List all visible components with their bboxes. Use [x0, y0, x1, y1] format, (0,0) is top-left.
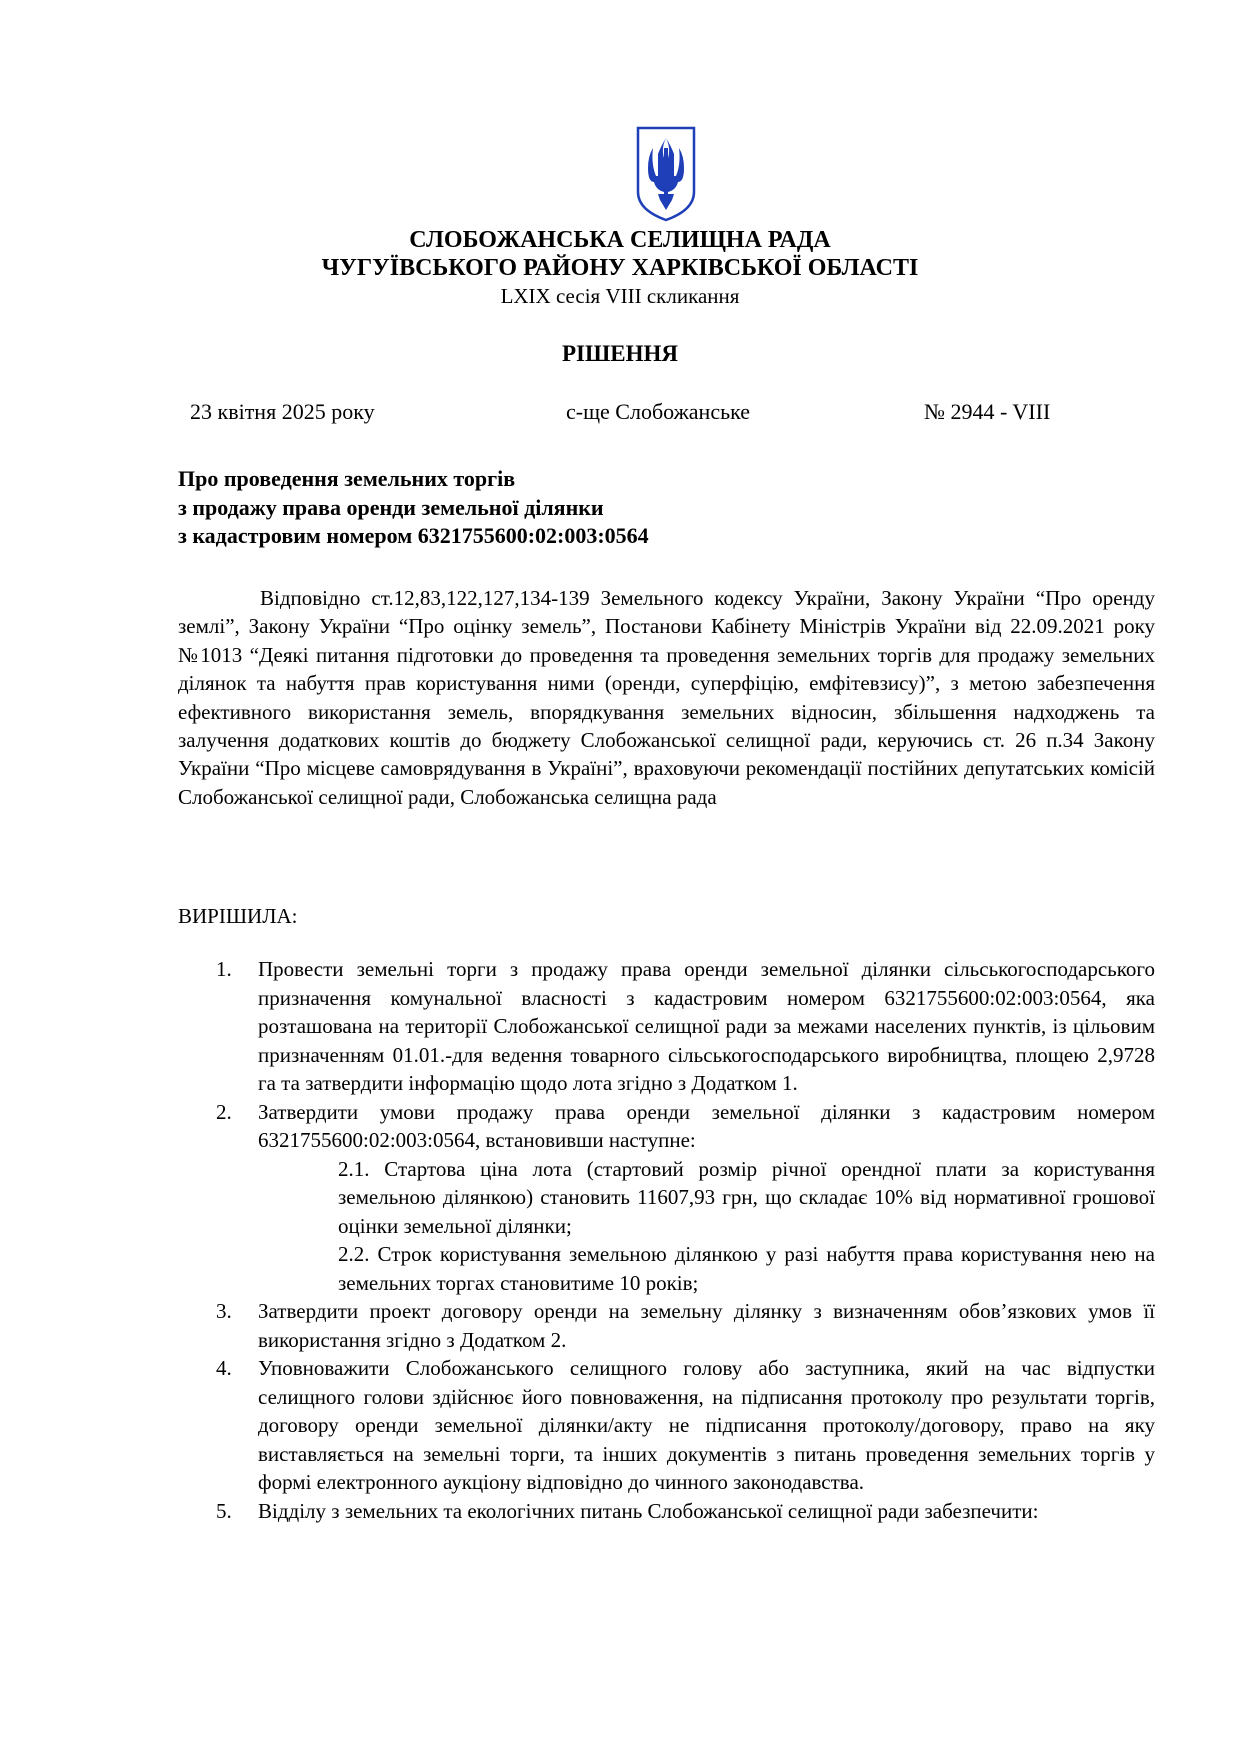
sub-item: 2.1. Стартова ціна лота (стартовий розмір річної орендної плати за користування земельною ділянкою) становить 11607,93 грн, що складає 10% від нормативної грошової оцінки земельної ділянки;: [338, 1156, 1155, 1238]
list-item: [178, 1098, 1155, 1298]
item-number: 4.: [216, 1356, 232, 1380]
council-name: СЛОБОЖАНСЬКА СЕЛИЩНА РАДА: [409, 227, 831, 253]
item-text: Затвердити проект договору оренди на земельну ділянку з визначенням обов’язкових умов її використання згідно з Додатком 2.: [258, 1299, 1155, 1352]
sub-item: 2.2. Строк користування земельною ділянкою у разі набуття права користування нею на земельних торгах становитиме 10 років;: [338, 1242, 1155, 1295]
coat-of-arms-icon: [634, 124, 698, 224]
subject-line: Про проведення земельних торгів: [178, 466, 516, 491]
session-line: LXIX сесія VIII скликання: [500, 284, 740, 308]
decision-date: 23 квітня 2025 року: [190, 399, 375, 424]
item-number: 3.: [216, 1299, 232, 1323]
decision-items: [178, 955, 1155, 1525]
subject-line: з кадастровим номером 6321755600:02:003:0564: [178, 523, 649, 549]
decision-number: № 2944 - VIII: [924, 399, 1051, 424]
decision-title: РІШЕННЯ: [562, 341, 678, 366]
item-number: 5.: [216, 1498, 232, 1523]
decision-place: с-ще Слобожанське: [566, 399, 751, 424]
list-item: [178, 1354, 1155, 1497]
item-text: Відділу з земельних та екологічних питань Слобожанської селищної ради забезпечити:: [258, 1498, 1039, 1523]
list-item: [178, 955, 1155, 1098]
item-number: 1.: [216, 957, 232, 981]
subject-line: з продажу права оренди земельної ділянки: [178, 494, 604, 520]
sub-items: [258, 1155, 1155, 1298]
district-name: ЧУГУЇВСЬКОГО РАЙОНУ ХАРКІВСЬКОЇ ОБЛАСТІ: [321, 255, 919, 281]
list-item: [178, 1297, 1155, 1354]
preamble: [178, 584, 1155, 811]
item-number: 2.: [216, 1099, 232, 1124]
item-text: Затвердити умови продажу права оренди земельної ділянки з кадастровим номером 6321755600:02:003:0564, встановивши наступне:: [258, 1099, 1155, 1152]
item-text: Уповноважити Слобожанського селищного голову або заступника, який на час відпустки селищного голови здійснює його повноваження, на підписання протоколу про результати торгів, договору оренди земельної ділянки/акту не підписання протоколу/договору, право на яку виставляється на земельні торги, та інших документів з питань проведення земельних торгів у формі електронного аукціону відповідно до чинного законодавства.: [258, 1356, 1155, 1494]
preamble-text: Відповідно ст.12,83,122,127,134-139 Земельного кодексу України, Закону України “Про оренду землі”, Закону України “Про оцінку земель”, Постанови Кабінету Міністрів України від 22.09.2021 року №1013 “Деякі питання підготовки до проведення та проведення земельних торгів для продажу земельних ділянок та набуття прав користування ними (оренди, суперфіцію, емфітевзису)”, з метою забезпечення ефективного використання земель, впорядкування земельних відносин, збільшення надходжень та залучення додаткових коштів до бюджету Слобожанської селищної ради, керуючись ст. 26 п.34 Закону України “Про місцеве самоврядування в Україні”, враховуючи рекомендації постійних депутатських комісій Слобожанської селищної ради, Слобожанська селищна рада: [178, 586, 1155, 809]
decision-subject: [178, 465, 649, 551]
list-item: [178, 1497, 1155, 1526]
item-text: Провести земельні торги з продажу права оренди земельної ділянки сільськогосподарського призначення комунальної власності з кадастровим номером 6321755600:02:003:0564, яка розташована на території Слобожанської селищної ради за межами населених пунктів, із цільовим призначенням 01.01.-для ведення товарного сільськогосподарського виробництва, площею 2,9728 га та затвердити інформацію щодо лота згідно з Додатком 1.: [258, 957, 1155, 1095]
decided-label: ВИРІШИЛА:: [178, 904, 298, 928]
